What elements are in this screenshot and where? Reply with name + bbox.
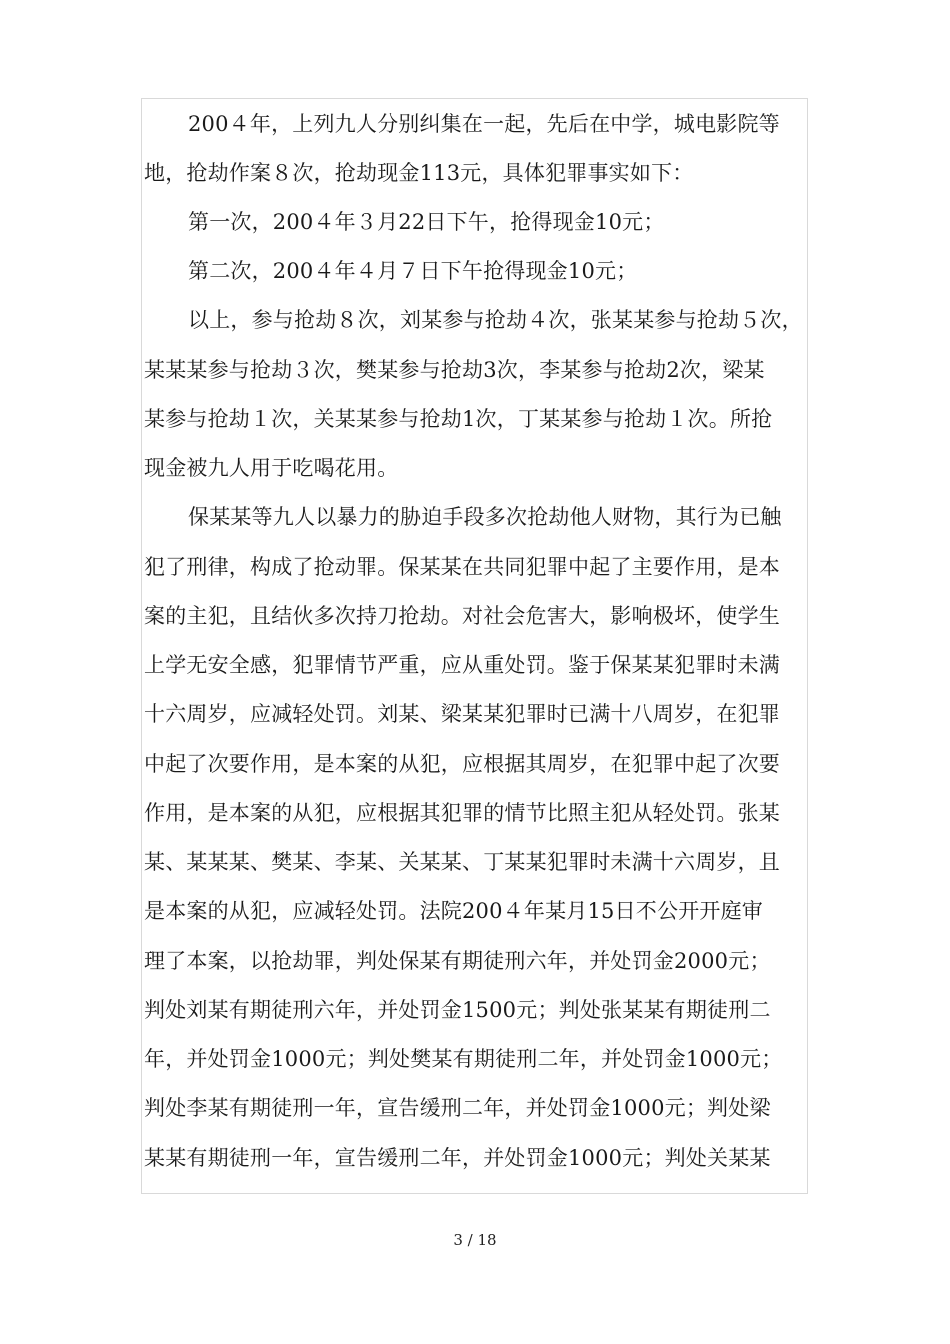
paragraph-line: 第二次，200４年４月７日下午抢得现金10元； bbox=[188, 259, 638, 283]
paragraph-line: 第一次，200４年３月22日下午，抢得现金10元； bbox=[188, 210, 665, 234]
paragraph-line: 案的主犯，且结伙多次持刀抢劫。对社会危害大，影响极坏，使学生 bbox=[144, 604, 780, 628]
paragraph-line: 年，并处罚金1000元；判处樊某有期徒刑二年，并处罚金1000元； bbox=[144, 1047, 783, 1071]
paragraph-line: 犯了刑律，构成了抢动罪。保某某在共同犯罪中起了主要作用，是本 bbox=[144, 555, 780, 579]
paragraph-line: 理了本案，以抢劫罪，判处保某有期徒刑六年，并处罚金2000元； bbox=[144, 949, 771, 973]
paragraph-line: 某参与抢劫１次，关某某参与抢劫1次，丁某某参与抢劫１次。所抢 bbox=[144, 407, 773, 431]
paragraph-line: 200４年，上列九人分别纠集在一起，先后在中学，城电影院等 bbox=[188, 112, 780, 136]
page-number: 3 / 18 bbox=[453, 1231, 497, 1249]
paragraph-line: 是本案的从犯，应减轻处罚。法院200４年某月15日不公开开庭审 bbox=[144, 899, 764, 923]
paragraph-line: 中起了次要作用，是本案的从犯，应根据其周岁，在犯罪中起了次要 bbox=[144, 752, 780, 776]
paragraph-line: 判处刘某有期徒刑六年，并处罚金1500元；判处张某某有期徒刑二 bbox=[144, 998, 771, 1022]
document-body bbox=[141, 98, 808, 1194]
paragraph-line: 上学无安全感，犯罪情节严重，应从重处罚。鉴于保某某犯罪时未满 bbox=[144, 653, 780, 677]
paragraph-line: 作用，是本案的从犯，应根据其犯罪的情节比照主犯从轻处罚。张某 bbox=[144, 801, 780, 825]
paragraph-line: 某、某某某、樊某、李某、关某某、丁某某犯罪时未满十六周岁，且 bbox=[144, 850, 780, 874]
paragraph-line: 保某某等九人以暴力的胁迫手段多次抢劫他人财物，其行为已触 bbox=[188, 505, 782, 529]
paragraph-line: 十六周岁，应减轻处罚。刘某、梁某某犯罪时已满十八周岁，在犯罪 bbox=[144, 702, 780, 726]
paragraph-line: 某某某参与抢劫３次，樊某参与抢劫3次，李某参与抢劫2次，梁某 bbox=[144, 358, 765, 382]
paragraph-line: 地，抢劫作案８次，抢劫现金113元，具体犯罪事实如下： bbox=[144, 161, 694, 185]
paragraph-line: 现金被九人用于吃喝花用。 bbox=[144, 456, 399, 480]
paragraph-line: 某某有期徒刑一年，宣告缓刑二年，并处罚金1000元；判处关某某 bbox=[144, 1146, 771, 1170]
paragraph-line: 以上，参与抢劫８次，刘某参与抢劫４次，张某某参与抢劫５次， bbox=[188, 308, 803, 332]
paragraph-line: 判处李某有期徒刑一年，宣告缓刑二年，并处罚金1000元；判处梁 bbox=[144, 1096, 771, 1120]
